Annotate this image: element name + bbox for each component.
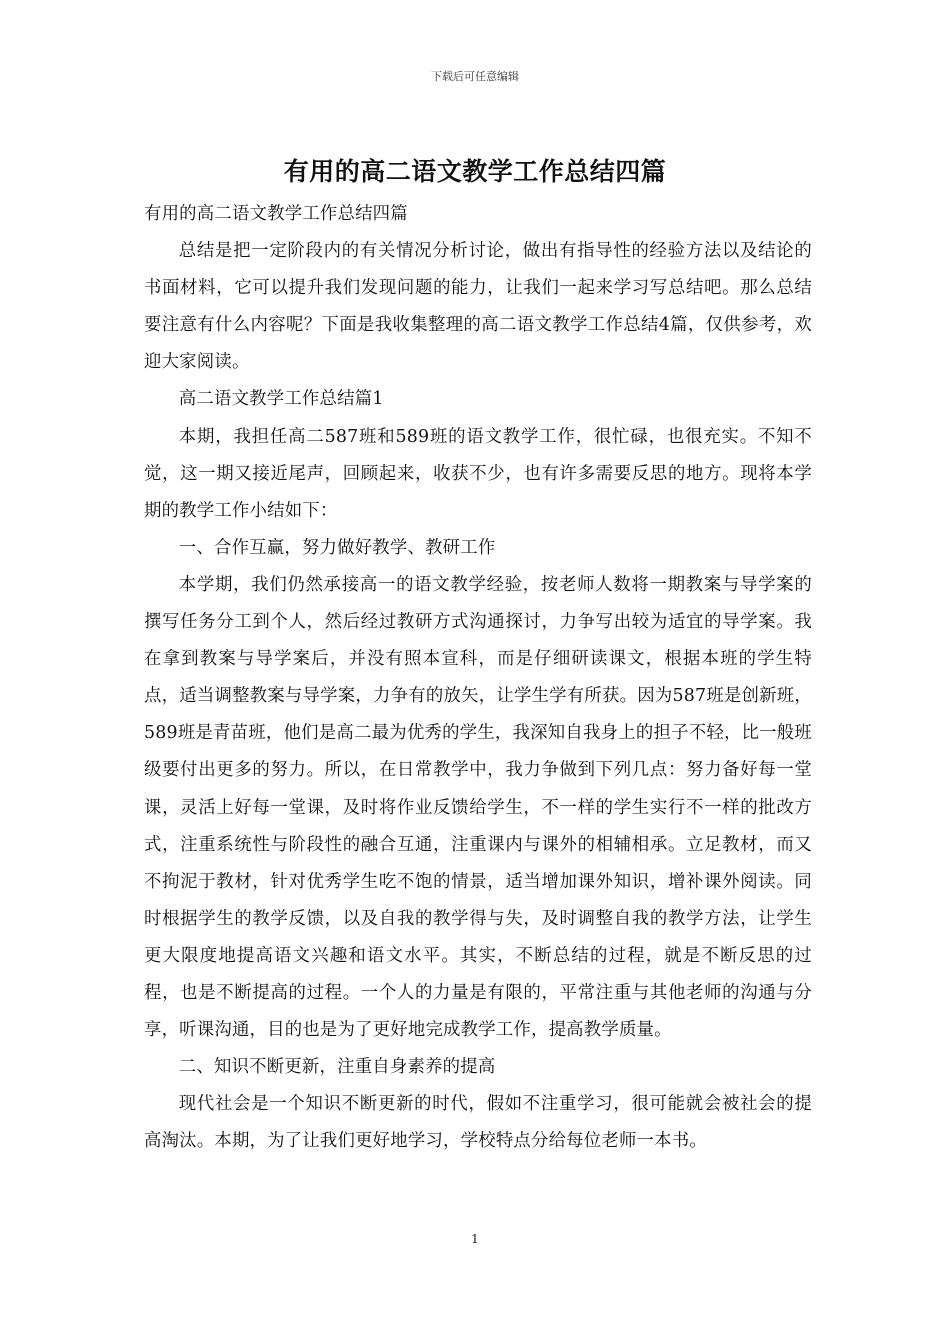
page-header-note: 下载后可任意编辑	[431, 70, 519, 83]
subsection-heading: 一、合作互赢，努力做好教学、教研工作	[178, 537, 496, 558]
page-number: 1	[471, 1232, 479, 1246]
body-paragraph: 本期，我担任高二587班和589班的语文教学工作，很忙碌，也很充实。不知不觉，这一期又接近尾声，回顾起来，收获不少，也有许多需要反思的地方。现将本学期的教学工作小结如下：	[144, 426, 812, 521]
subtitle-paragraph: 有用的高二语文教学工作总结四篇	[144, 204, 408, 224]
document-body	[144, 196, 812, 1160]
subsection-heading: 二、知识不断更新，注重自身素养的提高	[178, 1057, 496, 1078]
body-paragraph: 本学期，我们仍然承接高一的语文教学经验，按老师人数将一期教案与导学案的撰写任务分工到个人，然后经过教研方式沟通探讨，力争写出较为适宜的导学案。我在拿到教案与导学案后，并没有照本宣科，而是仔细研读课文，根据本班的学生特点，适当调整教案与导学案，力争有的放矢，让学生学有所获。因为587班是创新班，589班是青苗班，他们是高二最为优秀的学生，我深知自我身上的担子不轻，比一般班级要付出更多的努力。所以，在日常教学中，我力争做到下列几点：努力备好每一堂课，灵活上好每一堂课，及时将作业反馈给学生，不一样的学生实行不一样的批改方式，注重系统性与阶段性的融合互通，注重课内与课外的相辅相承。立足教材，而又不拘泥于教材，针对优秀学生吃不饱的情景，适当增加课外知识，增补课外阅读。同时根据学生的教学反馈，以及自我的教学得与失，及时调整自我的教学方法，让学生更大限度地提高语文兴趣和语文水平。其实，不断总结的过程，就是不断反思的过程，也是不断提高的过程。一个人的力量是有限的，平常注重与其他老师的沟通与分享，听课沟通，目的也是为了更好地完成教学工作，提高教学质量。	[144, 574, 812, 1041]
section-heading: 高二语文教学工作总结篇1	[178, 389, 384, 410]
intro-paragraph: 总结是把一定阶段内的有关情况分析讨论，做出有指导性的经验方法以及结论的书面材料，它可以提升我们发现问题的能力，让我们一起来学习写总结吧。那么总结要注意有什么内容呢？下面是我收集整理的高二语文教学工作总结4篇，仅供参考，欢迎大家阅读。	[144, 241, 812, 373]
body-paragraph: 现代社会是一个知识不断更新的时代，假如不注重学习，很可能就会被社会的提高淘汰。本期，为了让我们更好地学习，学校特点分给每位老师一本书。	[144, 1094, 812, 1152]
document-title: 有用的高二语文教学工作总结四篇	[283, 157, 667, 186]
